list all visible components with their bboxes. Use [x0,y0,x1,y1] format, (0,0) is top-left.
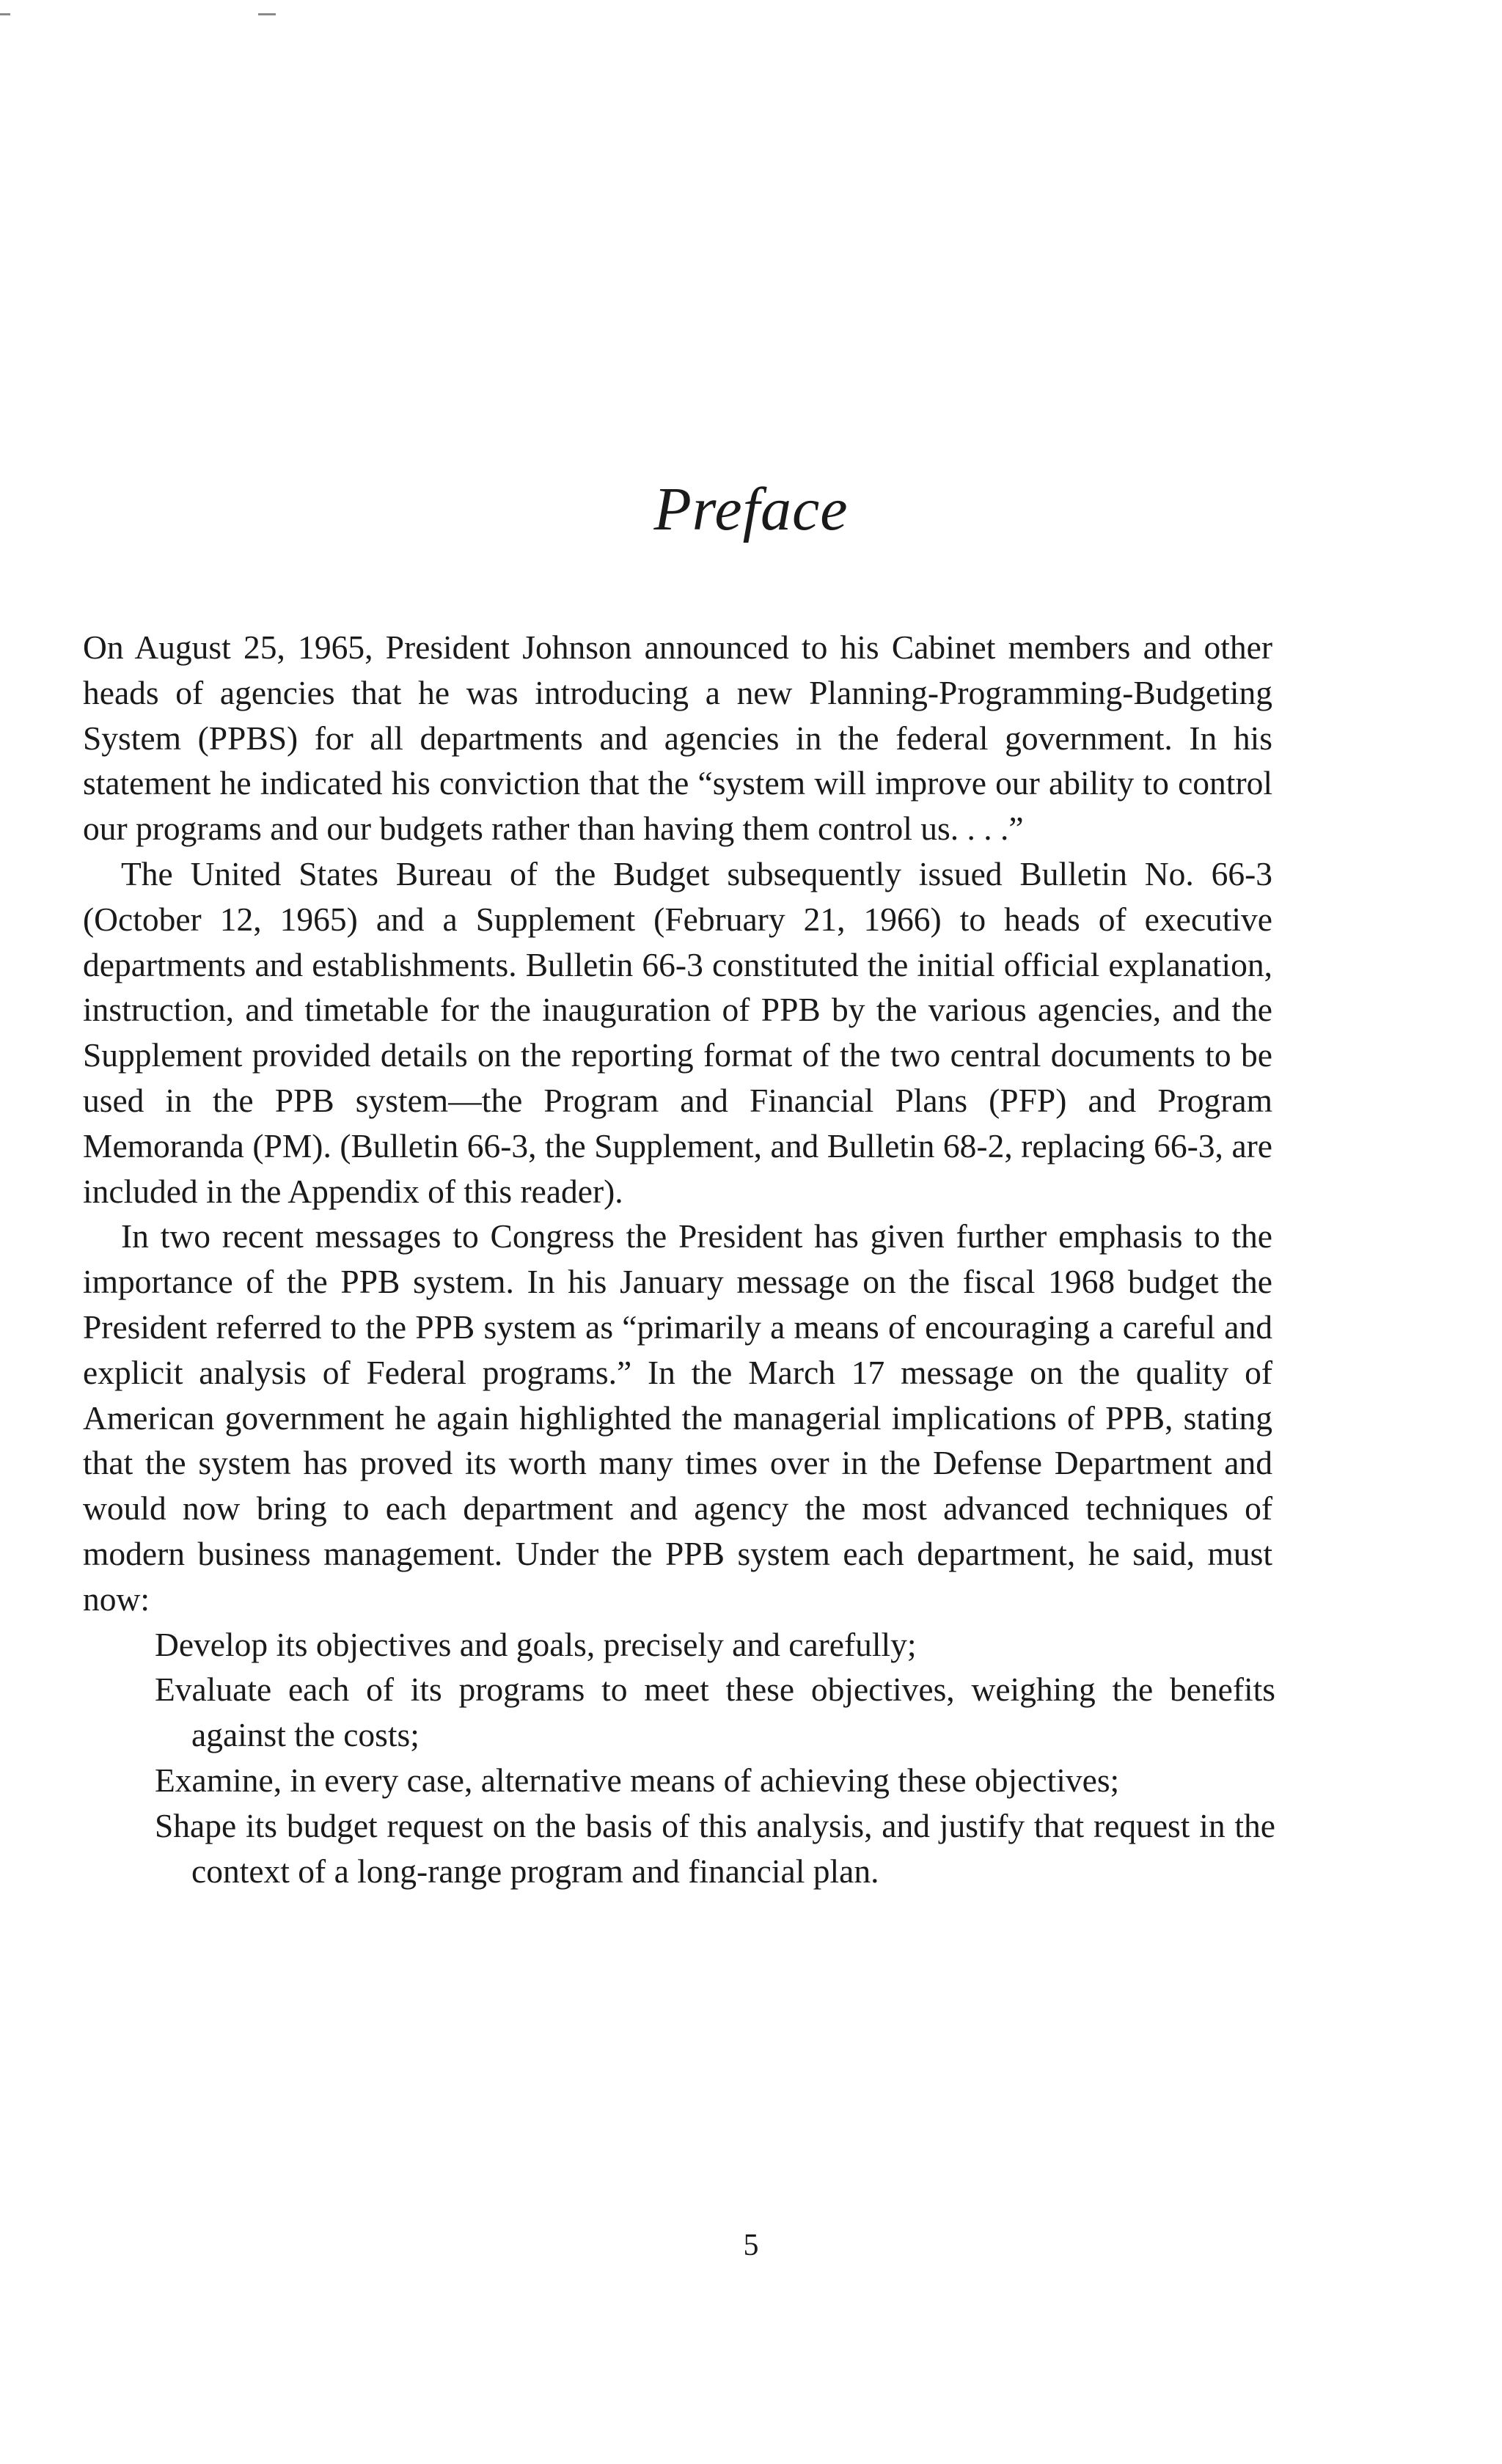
scan-artifact-mark [258,13,276,15]
list-item: Evaluate each of its programs to meet these objectives, weighing the benefits against the costs; [155,1671,1275,1754]
paragraph: The United States Bureau of the Budget subsequently issued Bulletin No. 66-3 (October 12, 1965) and a Supplement (February 21, 1966) to heads of executive departments and establishments. Bulletin 66-3 constituted the initial official explanation, instruction, and timetable for the inauguration of PPB by the various agencies, and the Supplement provided details on the reporting format of the two central documents to be used in the PPB system—the Program and Financial Plans (PFP) and Program Memoranda (PM). (Bulletin 66-3, the Supplement, and Bulletin 68-2, replacing 66-3, are included in the Appendix of this reader). [83,854,1272,1210]
page-title: Preface [653,475,849,543]
list-item: Examine, in every case, alternative means of achieving these objectives; [155,1761,1120,1799]
paragraph: In two recent messages to Congress the President has given further emphasis to the importance of the PPB system. In his January message on the fiscal 1968 budget the President referred to the PPB system as “primarily a means of encouraging a careful and explicit analysis of Federal programs.” In the March 17 message on the quality of American government he again highlighted the managerial implications of PPB, stating that the system has proved its worth many times over in the Defense Department and would now bring to each department and agency the most advanced techniques of modern business management. Under the PPB system each department, he said, must now: [83,1217,1272,1618]
list-item: Shape its budget request on the basis of this analysis, and justify that request in the context of a long-range program and financial plan. [155,1806,1275,1890]
body-text [83,625,1275,1893]
page-number: 5 [743,2229,759,2262]
list-item: Develop its objectives and goals, precisely and carefully; [155,1625,917,1663]
paragraph: On August 25, 1965, President Johnson announced to his Cabinet members and other heads of agencies that he was introducing a new Planning-Programming-Budgeting System (PPBS) for all departments and agencies in the federal government. In his statement he indicated his conviction that the “system will improve our ability to control our programs and our budgets rather than having them control us. . . .” [83,628,1272,848]
objectives-list [83,1622,1275,1894]
scan-artifact-mark [0,13,10,15]
